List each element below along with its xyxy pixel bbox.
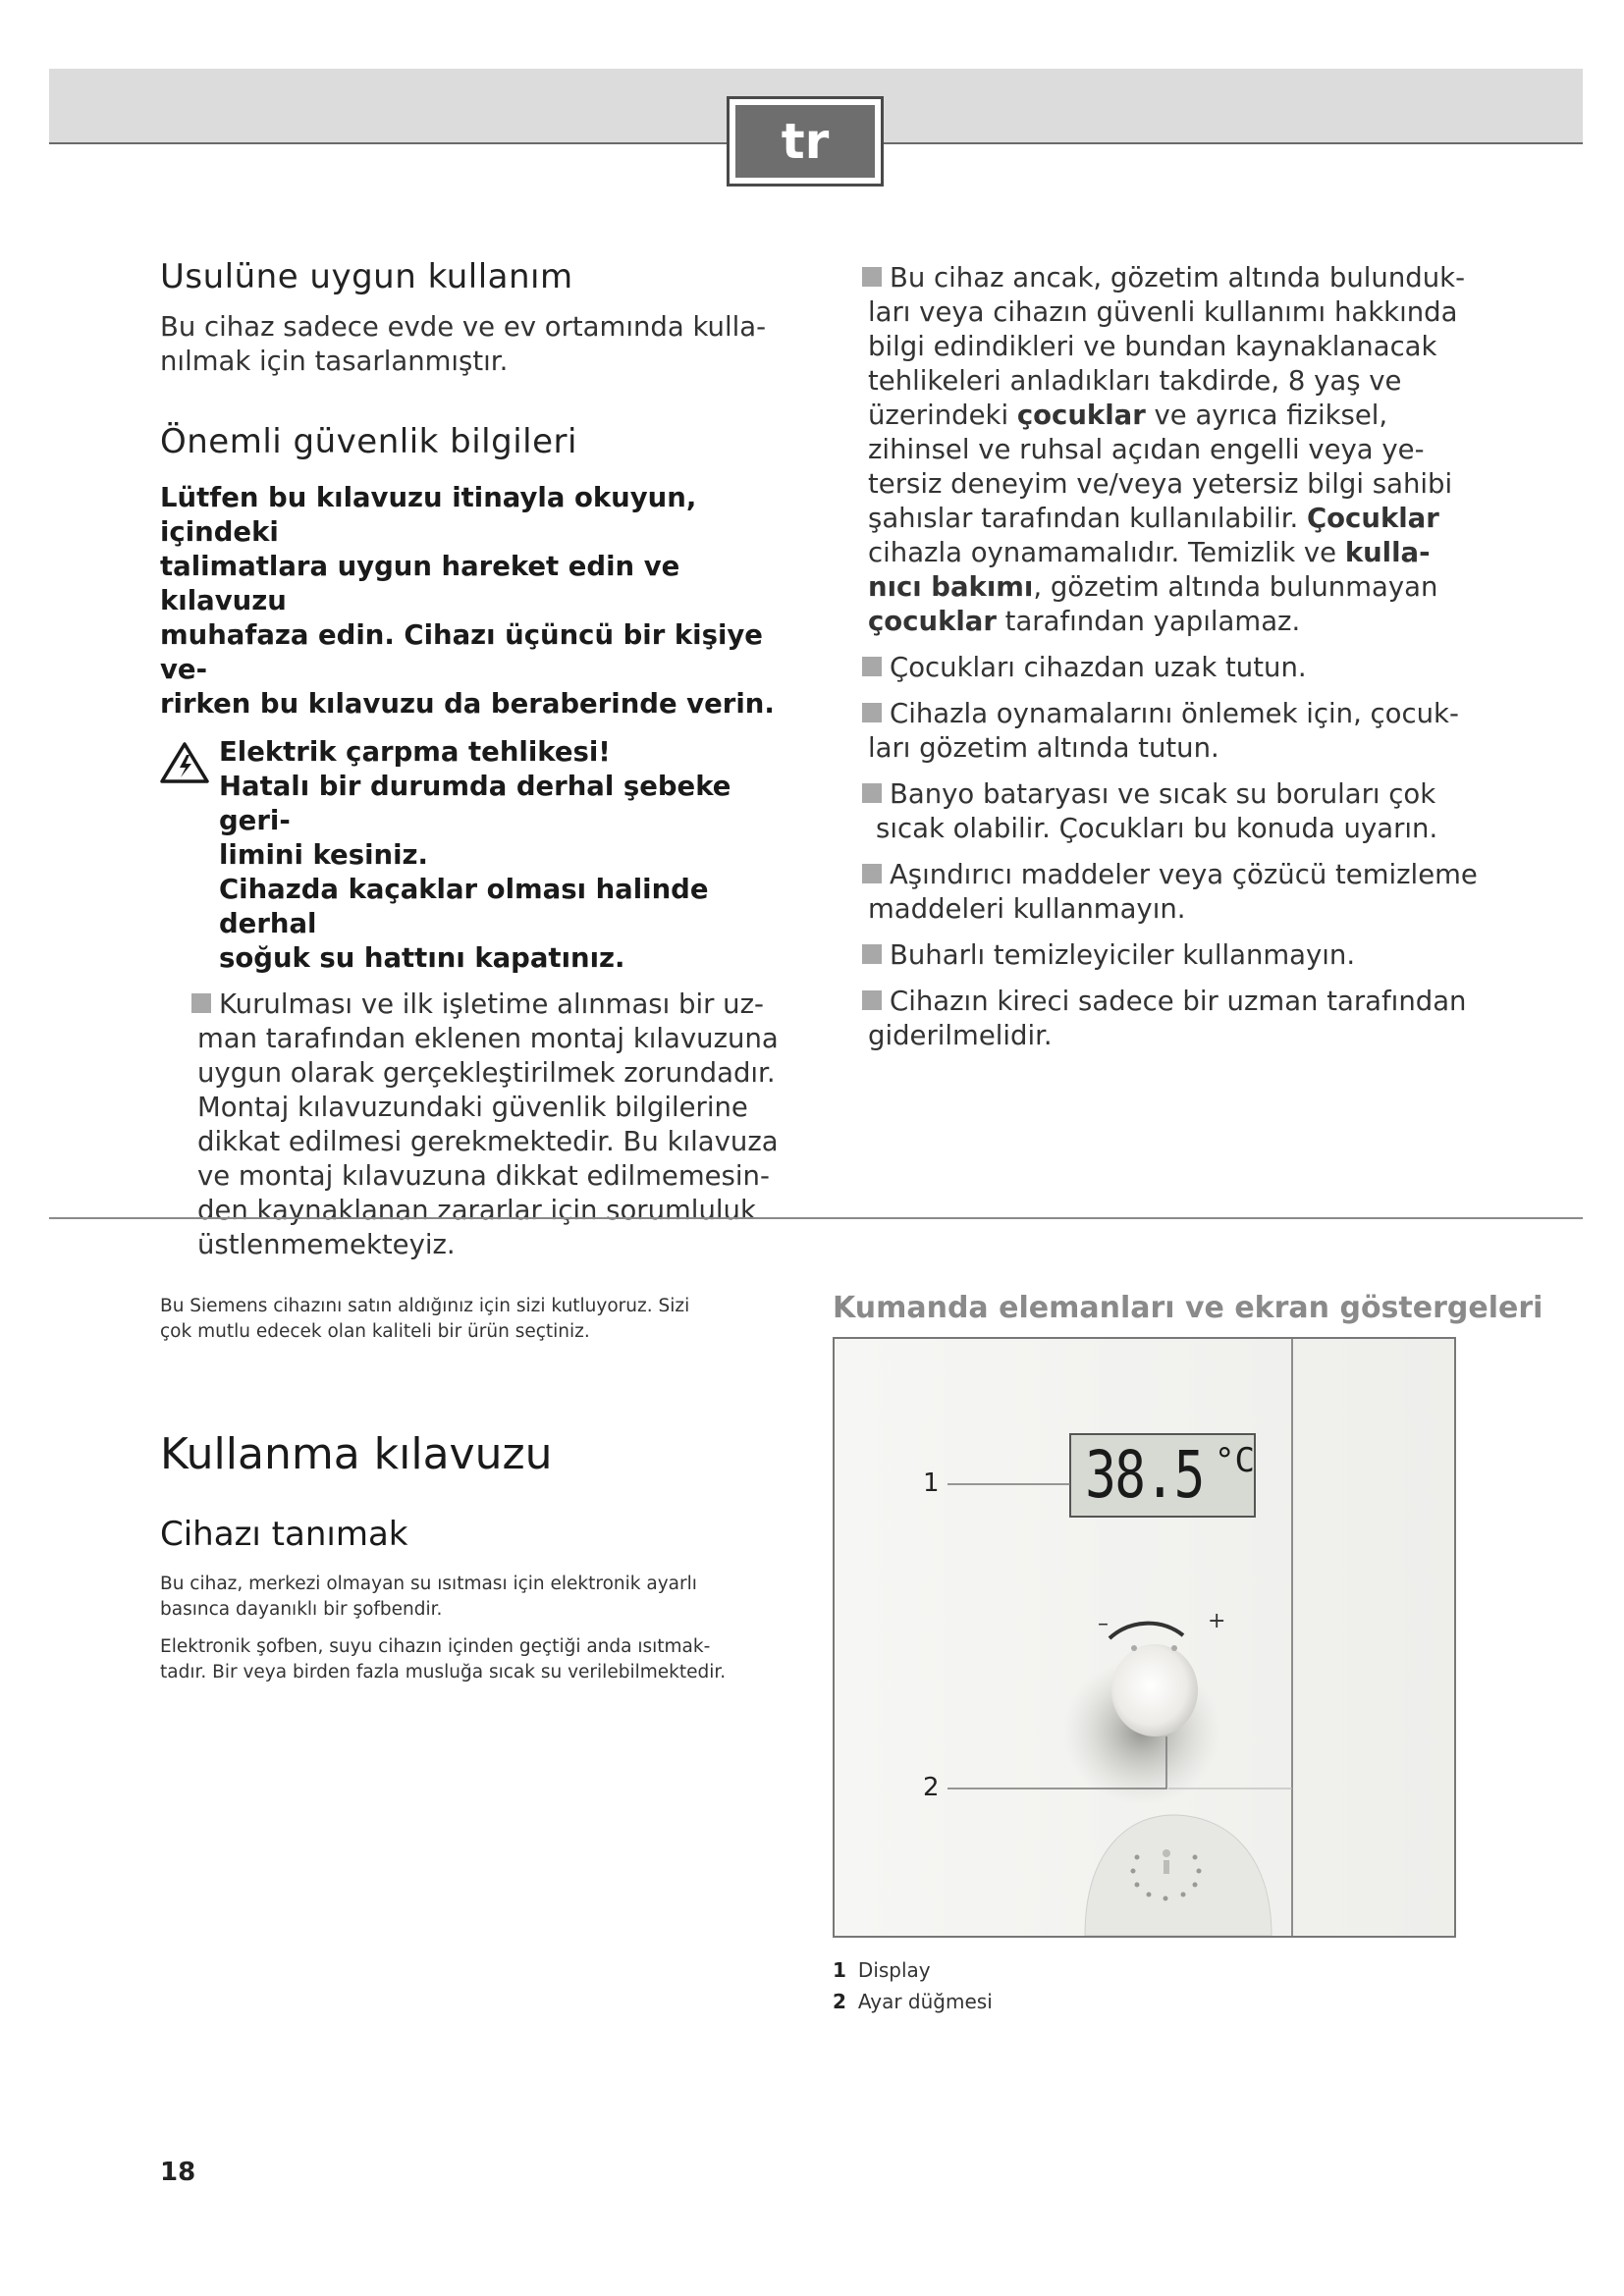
know-line: Bu cihaz, merkezi olmayan su ısıtması için elektronik ayarlı bbox=[160, 1574, 697, 1594]
plus-label: + bbox=[1208, 1609, 1226, 1633]
keep-away-bullet: Çocukları cihazdan uzak tutun. bbox=[862, 651, 1549, 685]
temperature-unit: °C bbox=[1215, 1441, 1255, 1480]
left-top-column bbox=[160, 257, 808, 1262]
bullet-square-icon bbox=[862, 944, 882, 964]
device-figure bbox=[833, 1337, 1456, 1938]
right-top-column bbox=[862, 261, 1549, 1053]
know-device-title: Cihazı tanımak bbox=[160, 1515, 408, 1554]
bullet-square-icon bbox=[862, 783, 882, 803]
electric-warning bbox=[160, 735, 808, 976]
warning-triangle-icon bbox=[160, 741, 209, 784]
legend-item: 2 Ayar düğmesi bbox=[833, 1990, 993, 2013]
device-illustration bbox=[835, 1339, 1454, 1936]
thanks-line: Bu Siemens cihazını satın aldığınız için sizi kutluyoruz. Sizi bbox=[160, 1296, 690, 1316]
adjust-knob[interactable] bbox=[1111, 1644, 1198, 1736]
manual-title: Kullanma kılavuzu bbox=[160, 1429, 553, 1479]
section-divider bbox=[49, 1217, 1583, 1219]
language-code: tr bbox=[735, 105, 875, 178]
install-bullet: Kurulması ve ilk işletime alınması bir uz- man tarafından eklenen montaj kılavuzuna uygun olarak gerçekleştirilmek zorundadır. Montaj kılavuzundaki güvenlik bilgilerine dikkat edilmesi gerekmektedir. Bu kılavuza ve montaj kılavuzuna dikkat edilmemesin- den kaynaklanan zararlar için sorumluluk üstlenmemekteyiz. bbox=[160, 988, 808, 1262]
bullet-square-icon bbox=[862, 990, 882, 1010]
safety-title: Önemli güvenlik bilgileri bbox=[160, 422, 577, 461]
safety-bold-line: Lütfen bu kılavuzu itinayla okuyun, içindeki bbox=[160, 482, 697, 548]
intended-use-line: Bu cihaz sadece evde ve ev ortamında kulla- bbox=[160, 311, 767, 343]
know-line: tadır. Bir veya birden fazla musluğa sıcak su verilebilmektedir. bbox=[160, 1662, 727, 1682]
know-line: Elektronik şofben, suyu cihazın içinden geçtiği anda ısıtmak- bbox=[160, 1636, 711, 1657]
intended-use-line: nılmak için tasarlanmıştır. bbox=[160, 346, 509, 377]
bullet-square-icon bbox=[862, 703, 882, 722]
safety-bold-line: rirken bu kılavuzu da beraberinde verin. bbox=[160, 688, 775, 720]
descale-bullet: Cihazın kireci sadece bir uzman tarafından giderilmelidir. bbox=[862, 985, 1549, 1053]
hot-pipes-bullet: Banyo bataryası ve sıcak su boruları çok sıcak olabilir. Çocukları bu konuda uyarın. bbox=[862, 777, 1549, 846]
know-line: basınca dayanıklı bir şofbendir. bbox=[160, 1599, 443, 1620]
thanks-line: çok mutlu edecek olan kaliteli bir ürün seçtiniz. bbox=[160, 1321, 590, 1342]
bullet-square-icon bbox=[862, 864, 882, 883]
bullet-square-icon bbox=[191, 993, 211, 1013]
safety-bold-line: talimatlara uygun hareket edin ve kılavuzu bbox=[160, 551, 680, 616]
figure-legend bbox=[833, 1954, 1422, 2017]
warning-line: Elektrik çarpma tehlikesi! bbox=[219, 736, 611, 768]
bullet-square-icon bbox=[862, 267, 882, 287]
safety-bold-line: muhafaza edin. Cihazı üçüncü bir kişiye ve- bbox=[160, 619, 763, 685]
minus-label: – bbox=[1098, 1612, 1109, 1636]
children-bullet: Bu cihaz ancak, gözetim altında bulunduk- ları veya cihazın güvenli kullanımı hakkında bilgi edindikleri ve bundan kaynaklanacak tehlikeleri anladıkları takdirde, 8 yaş ve üzerindeki çocuklar ve ayrıca fiziksel, zihinsel ve ruhsal açıdan engelli veya ye- tersiz deneyim ve/veya yetersiz bilgi sahibi şahıslar tarafından kullanılabilir. Çocuklar cihazla oynamamalıdır. Temizlik ve kulla- nıcı bakımı, gözetim altında bulunmayan çocuklar tarafından yapılamaz. bbox=[862, 261, 1549, 639]
warning-line: Cihazda kaçaklar olması halinde derhal bbox=[219, 874, 709, 939]
intended-use-title: Usulüne uygun kullanım bbox=[160, 257, 573, 296]
temperature-value: 38.5 bbox=[1085, 1437, 1204, 1513]
abrasive-bullet: Aşındırıcı maddeler veya çözücü temizleme maddeleri kullanmayın. bbox=[862, 858, 1549, 927]
page-number: 18 bbox=[160, 2158, 196, 2187]
lcd-readout bbox=[1076, 1437, 1255, 1513]
left-bottom-column bbox=[160, 1294, 808, 1685]
supervise-bullet: Cihazla oynamalarını önlemek için, çocuk- ları gözetim altında tutun. bbox=[862, 697, 1549, 766]
language-tab bbox=[727, 96, 884, 187]
callout-2: 2 bbox=[923, 1773, 940, 1802]
legend-item: 1 Display bbox=[833, 1958, 931, 1982]
steam-cleaner-bullet: Buharlı temizleyiciler kullanmayın. bbox=[862, 938, 1549, 973]
warning-line: soğuk su hattını kapatınız. bbox=[219, 942, 625, 974]
bullet-square-icon bbox=[862, 657, 882, 676]
warning-line: limini kesiniz. bbox=[219, 839, 428, 871]
figure-title: Kumanda elemanları ve ekran göstergeleri bbox=[833, 1291, 1543, 1325]
figure-title-wrap bbox=[833, 1291, 1543, 1325]
warning-line: Hatalı bir durumda derhal şebeke geri- bbox=[219, 771, 731, 836]
callout-1: 1 bbox=[923, 1468, 940, 1498]
